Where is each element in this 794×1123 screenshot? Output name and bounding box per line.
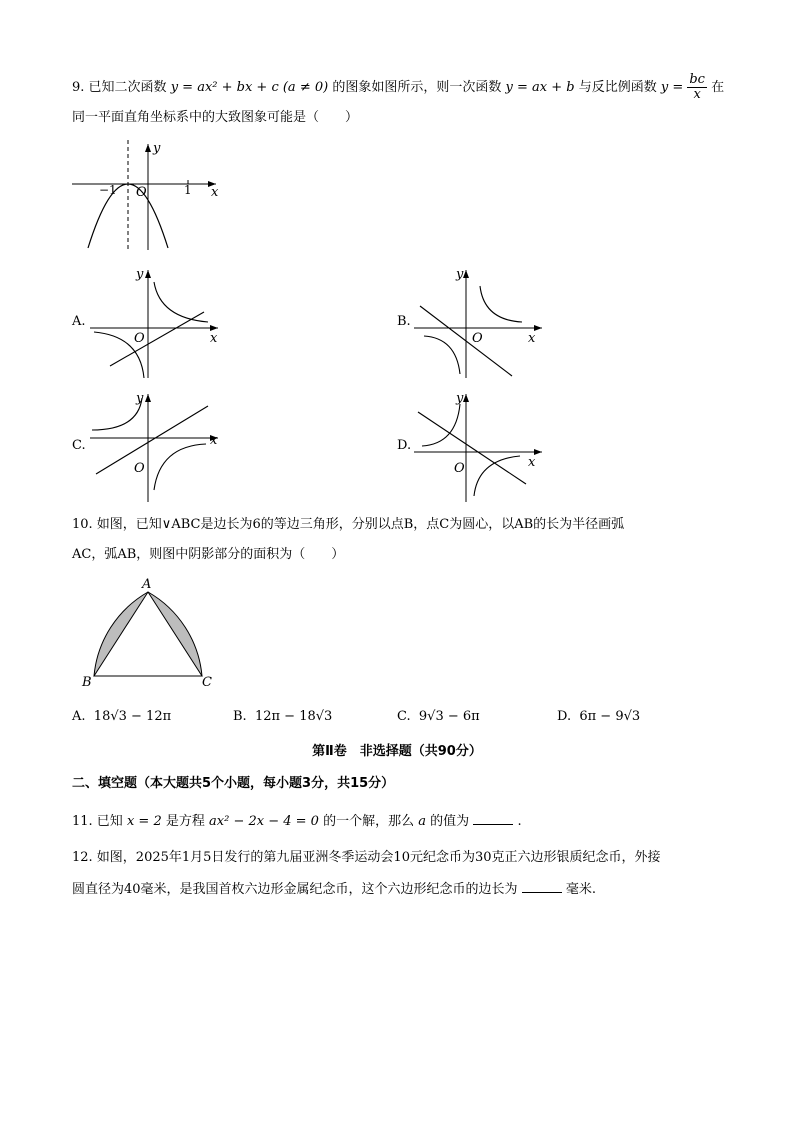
q12-answer-blank[interactable] (522, 880, 562, 893)
q9-linear: y = ax + b (505, 80, 575, 95)
q9-main-tick-neg1: −1 (99, 183, 117, 197)
q10-option-d[interactable] (557, 708, 640, 726)
q9-fraction-num: bc (689, 72, 705, 87)
q10-option-b-text: 12π − 18√3 (254, 709, 333, 724)
q9-text: 与反比例函数 (578, 80, 657, 95)
q9-b-y-label: y (456, 267, 464, 282)
q10-point-b: B (82, 675, 92, 690)
q9-c-x-label: x (210, 433, 218, 448)
q9-a-y-label: y (136, 267, 144, 282)
q10-option-c-text: 9√3 − 6π (418, 709, 480, 724)
q11-answer-blank[interactable] (473, 812, 513, 825)
q11-text: 的值为 (430, 814, 470, 829)
q9-a-x-label: x (210, 331, 218, 346)
q11-text: 11. 已知 (72, 814, 123, 829)
q9-text: 9. 已知二次函数 (72, 80, 167, 95)
q9-option-c-label[interactable]: C. (72, 438, 86, 453)
q9-main-y-label: y (153, 141, 161, 156)
q10-triangle-figure (82, 576, 222, 690)
q9-main-origin: O (136, 185, 147, 200)
q9-c-origin: O (134, 461, 145, 476)
q10-option-d-label: D. (557, 709, 572, 724)
q10-option-b-label: B. (233, 709, 247, 724)
q11-text: . (517, 814, 522, 829)
q9-line-1 (72, 73, 724, 102)
q10-option-a-label: A. (72, 709, 86, 724)
q9-option-b-label[interactable]: B. (397, 314, 411, 329)
q9-b-x-label: x (528, 331, 536, 346)
q10-point-a: A (142, 577, 152, 592)
q11-variable: a (418, 814, 426, 829)
q9-text: 在 (711, 80, 725, 95)
section-fill-blank-heading: 二、填空题（本大题共5个小题，每小题3分，共15分） (72, 776, 395, 791)
q9-line-2: 同一平面直角坐标系中的大致图象可能是（ ） (72, 110, 359, 125)
q9-option-d-label[interactable]: D. (397, 438, 412, 453)
q12-line-1: 12. 如图，2025年1月5日发行的第九届亚洲冬季运动会10元纪念币为30克正六边形银质纪念币，外接 (72, 850, 661, 865)
q9-main-x-label: x (211, 185, 219, 200)
q10-option-a[interactable] (72, 708, 171, 726)
q9-option-a-graph[interactable] (88, 266, 228, 381)
q9-text: 的图象如图所示，则一次函数 (332, 80, 502, 95)
q10-option-c[interactable] (397, 708, 480, 726)
q11-condition: x = 2 (126, 814, 162, 829)
section-title: 第Ⅱ卷 非选择题（共90分） (312, 744, 482, 759)
q10-option-c-label: C. (397, 709, 411, 724)
q10-point-c: C (202, 675, 212, 690)
q11-text: 的一个解，那么 (323, 814, 415, 829)
q10-option-b[interactable] (233, 708, 332, 726)
q11-text: 是方程 (165, 814, 205, 829)
q12-text: 圆直径为40毫米，是我国首枚六边形金属纪念币，这个六边形纪念币的边长为 (72, 882, 518, 897)
q9-recip-lhs: y = (660, 80, 684, 95)
q9-d-y-label: y (456, 391, 464, 406)
q10-line-2: AC，弧AB，则图中阴影部分的面积为（ ） (72, 547, 345, 562)
q9-main-graph (68, 140, 228, 255)
q9-d-origin: O (454, 461, 465, 476)
q9-b-origin: O (472, 331, 483, 346)
q9-option-a-label[interactable]: A. (72, 314, 86, 329)
q9-option-b-graph[interactable] (412, 266, 552, 381)
q11-line (72, 812, 522, 831)
q11-equation: ax² − 2x − 4 = 0 (209, 814, 319, 829)
q9-c-y-label: y (136, 391, 144, 406)
q9-a-origin: O (134, 331, 145, 346)
q9-main-tick-1: 1 (184, 183, 192, 197)
q10-option-d-text: 6π − 9√3 (579, 709, 641, 724)
q10-line-1: 10. 如图，已知∨ABC是边长为6的等边三角形，分别以点B，点C为圆心，以AB的长为半径画弧 (72, 517, 625, 532)
q12-text: 毫米. (565, 882, 596, 897)
q9-fraction-den: x (693, 87, 701, 102)
q9-option-d-graph[interactable] (412, 390, 552, 505)
q12-line-2 (72, 880, 596, 899)
q9-fraction (687, 73, 707, 102)
q9-quadratic: y = ax² + bx + c (a ≠ 0) (170, 80, 329, 95)
q10-option-a-text: 18√3 − 12π (93, 709, 172, 724)
q9-option-c-graph[interactable] (88, 390, 228, 505)
q9-d-x-label: x (528, 455, 536, 470)
